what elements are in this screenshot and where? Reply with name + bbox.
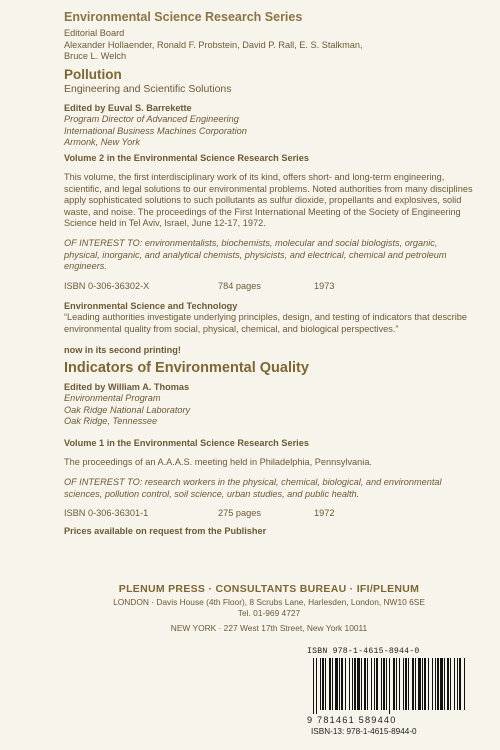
review-source: Environmental Science and Technology — [64, 300, 238, 311]
barcode-bar — [457, 658, 458, 710]
book2-affiliation-3: Oak Ridge, Tennessee — [64, 416, 158, 427]
publisher-london-address: LONDON · Davis House (4th Floor), 8 Scrubs Lane, Harlesden, London, NW10 6SE — [113, 597, 425, 607]
barcode-bar — [428, 658, 429, 710]
barcode-bar — [437, 658, 439, 710]
book2-title: Indicators of Environmental Quality — [64, 359, 309, 376]
barcode-bar — [371, 658, 372, 710]
editorial-board-label: Editorial Board — [64, 28, 125, 38]
barcode-bar — [313, 658, 314, 714]
barcode-bar — [399, 658, 400, 710]
book1-subtitle: Engineering and Scientific Solutions — [64, 82, 232, 95]
barcode-bar — [386, 658, 387, 710]
barcode-block — [307, 647, 477, 736]
barcode-bar — [381, 658, 382, 710]
barcode-bar — [345, 658, 346, 710]
book2-affiliation-2: Oak Ridge National Laboratory — [64, 404, 191, 415]
book1-isbn: ISBN 0-306-36302-X — [64, 280, 150, 291]
book2-pages: 275 pages — [218, 508, 261, 519]
barcode-bar — [329, 658, 331, 710]
barcode-bar — [357, 658, 360, 710]
barcode-bar — [339, 658, 340, 710]
barcode-bar — [459, 658, 461, 710]
book1-description: This volume, the first interdisciplinary work of its kind, offers short- and long-term engineering, scientific, and legal solutions to our environmental problems. Noted authorities from many disciplines apply sophisticated solutions to such pollutants as sulfur dioxide, propellants and explosives, solid waste, and noise. The proceedings of the First International Meeting of the Society of Engineering Science held in Tel Aviv, Israel, June 12-17, 1972. — [64, 172, 473, 229]
barcode-bar — [415, 658, 416, 710]
barcode-digits: 9 781461 589440 — [307, 715, 397, 725]
book1-affiliation-3: Armonk, New York — [64, 137, 140, 147]
barcode-bar — [322, 658, 324, 710]
barcode-bar — [418, 658, 421, 710]
barcode-bar — [432, 658, 433, 710]
book2-editor: Edited by William A. Thomas — [64, 381, 190, 392]
barcode-image — [307, 658, 473, 714]
barcode-bar — [374, 658, 375, 710]
barcode-bar — [364, 658, 366, 710]
barcode-bar — [383, 658, 385, 710]
barcode-bar — [408, 658, 409, 710]
publisher-telephone: Tel. 01-969 4727 — [237, 607, 301, 618]
barcode-bar — [361, 658, 362, 710]
barcode-bar — [405, 658, 407, 710]
barcode-bar — [412, 658, 414, 710]
publisher-name: PLENUM PRESS · CONSULTANTS BUREAU · IFI/PLENUM — [118, 583, 420, 595]
barcode-bar — [349, 658, 350, 710]
barcode-bar — [454, 658, 455, 710]
barcode-bar — [341, 658, 343, 710]
book2-affiliation-1: Environmental Program — [64, 393, 161, 404]
back-cover-content — [64, 10, 474, 538]
publisher-block — [64, 583, 474, 634]
barcode-bar — [450, 658, 451, 710]
book1-volume: Volume 2 in the Environmental Science Research Series — [64, 152, 309, 163]
barcode-bar — [367, 658, 368, 710]
book1-interest: OF INTEREST TO: environmentalists, biochemists, molecular and social biologists, organic, physical, inorganic, and analytical chemists, physicists, and electrical, chemical and petroleum engineers. — [64, 237, 447, 272]
barcode-bar — [389, 658, 390, 714]
book2-interest: OF INTEREST TO: research workers in the physical, chemical, biological, and environmental sciences, pollution control, soil science, urban studies, and public health. — [64, 477, 442, 499]
barcode-bar — [320, 658, 321, 710]
barcode-isbn-label: ISBN 978-1-4615-8944-0 — [307, 647, 420, 656]
barcode-bar — [335, 658, 338, 710]
barcode-bar — [447, 658, 449, 710]
book2-year: 1972 — [314, 508, 335, 519]
barcode-bar — [464, 658, 465, 710]
barcode-bar — [354, 658, 356, 710]
barcode-isbn13: ISBN-13: 978-1-4615-8944-0 — [311, 727, 417, 736]
barcode-bar — [332, 658, 333, 710]
barcode-bar — [396, 658, 397, 710]
book2-volume: Volume 1 in the Environmental Science Research Series — [64, 437, 309, 448]
printing-note: now in its second printing! — [64, 345, 181, 356]
book1-title: Pollution — [64, 66, 122, 82]
barcode-bar — [424, 658, 426, 710]
book2-description: The proceedings of an A.A.A.S. meeting held in Philadelphia, Pennsylvania. — [64, 457, 372, 468]
barcode-bar — [440, 658, 443, 710]
publisher-new-york-address: NEW YORK · 227 West 17th Street, New York 10011 — [170, 623, 368, 633]
barcode-bar — [422, 658, 423, 710]
book2-isbn: ISBN 0-306-36301-1 — [64, 508, 149, 519]
barcode-bar — [403, 658, 404, 710]
book1-year: 1973 — [314, 280, 335, 291]
barcode-bar — [435, 658, 436, 710]
barcode-bar — [376, 658, 378, 710]
barcode-bar — [316, 658, 317, 714]
book1-pages: 784 pages — [218, 280, 261, 291]
series-title: Environmental Science Research Series — [64, 10, 303, 24]
editorial-board-line-2: Bruce L. Welch — [64, 51, 127, 61]
book1-details — [64, 281, 474, 291]
book2-details — [64, 508, 474, 518]
barcode-bar — [444, 658, 445, 710]
barcode-bar — [393, 658, 395, 710]
prices-note: Prices available on request from the Publisher — [64, 526, 267, 537]
book1-affiliation-2: International Business Machines Corporation — [64, 125, 247, 136]
book1-affiliation-1: Program Director of Advanced Engineering — [64, 114, 239, 124]
editorial-board-line-1: Alexander Hollaender, Ronald F. Probstein, David P. Rall, E. S. Stalkman, — [64, 39, 363, 50]
barcode-bar — [325, 658, 326, 710]
barcode-bar — [352, 658, 353, 710]
review-quote: “Leading authorities investigate underlying principles, design, and testing of indicators that describe environmental quality from social, physical, chemical, and biological perspectives.” — [64, 312, 467, 334]
book1-editor: Edited by Euval S. Barrekette — [64, 102, 192, 113]
